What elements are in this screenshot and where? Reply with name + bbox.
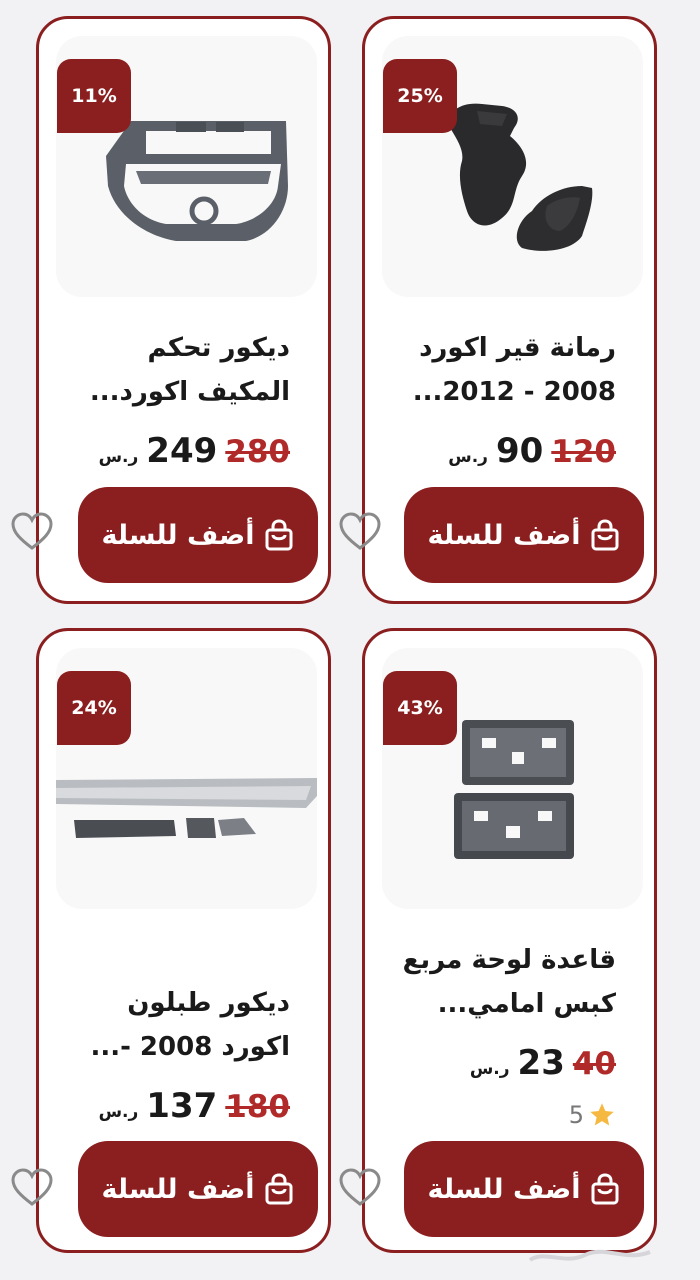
- price-row: [448, 431, 616, 471]
- product-card[interactable]: [362, 16, 657, 604]
- discount-badge: 25%: [383, 59, 457, 133]
- shopping-bag-icon: [590, 519, 620, 551]
- add-to-cart-button[interactable]: [78, 487, 318, 583]
- shopping-bag-icon: [264, 1173, 294, 1205]
- new-price: 23: [517, 1043, 565, 1083]
- add-to-cart-button[interactable]: [404, 1141, 644, 1237]
- old-price: 180: [225, 1089, 290, 1125]
- discount-badge: 24%: [57, 671, 131, 745]
- wishlist-heart-icon[interactable]: [10, 512, 54, 552]
- price-row: [99, 431, 290, 471]
- add-to-cart-button[interactable]: [404, 487, 644, 583]
- currency-label: ر.س: [98, 447, 139, 467]
- product-title[interactable]: قاعدة لوحة مربع كبس امامي...: [402, 945, 616, 1019]
- add-to-cart-label: أضف للسلة: [427, 1173, 581, 1205]
- rating: [569, 1101, 616, 1129]
- old-price: 40: [572, 1046, 616, 1082]
- product-card[interactable]: [36, 628, 331, 1253]
- old-price: 120: [551, 434, 616, 470]
- wishlist-heart-icon[interactable]: [338, 1168, 382, 1208]
- shopping-bag-icon: [264, 519, 294, 551]
- new-price: 137: [146, 1086, 218, 1126]
- new-price: 90: [495, 431, 544, 471]
- product-title[interactable]: ديكور طبلون اكورد 2008 -...: [90, 988, 290, 1062]
- currency-label: ر.س: [98, 1102, 139, 1122]
- wishlist-heart-icon[interactable]: [338, 512, 382, 552]
- currency-label: ر.س: [469, 1059, 510, 1079]
- product-card[interactable]: [36, 16, 331, 604]
- product-title[interactable]: رمانة قير اكورد 2008 - 2012...: [412, 333, 616, 407]
- old-price: 280: [225, 434, 290, 470]
- rating-value: 5: [568, 1101, 584, 1129]
- shopping-bag-icon: [590, 1173, 620, 1205]
- currency-label: ر.س: [448, 447, 488, 467]
- product-title[interactable]: ديكور تحكم المكيف اكورد...: [89, 333, 290, 407]
- new-price: 249: [146, 431, 218, 471]
- add-to-cart-label: أضف للسلة: [101, 1173, 255, 1205]
- discount-badge: 11%: [57, 59, 131, 133]
- discount-badge: 43%: [383, 671, 457, 745]
- price-row: [470, 1043, 616, 1083]
- wishlist-heart-icon[interactable]: [10, 1168, 54, 1208]
- price-row: [99, 1086, 290, 1126]
- add-to-cart-label: أضف للسلة: [101, 519, 255, 551]
- product-card[interactable]: [362, 628, 657, 1253]
- add-to-cart-button[interactable]: [78, 1141, 318, 1237]
- add-to-cart-label: أضف للسلة: [427, 519, 581, 551]
- watermark-logo: [525, 1240, 655, 1270]
- star-icon: [588, 1101, 616, 1129]
